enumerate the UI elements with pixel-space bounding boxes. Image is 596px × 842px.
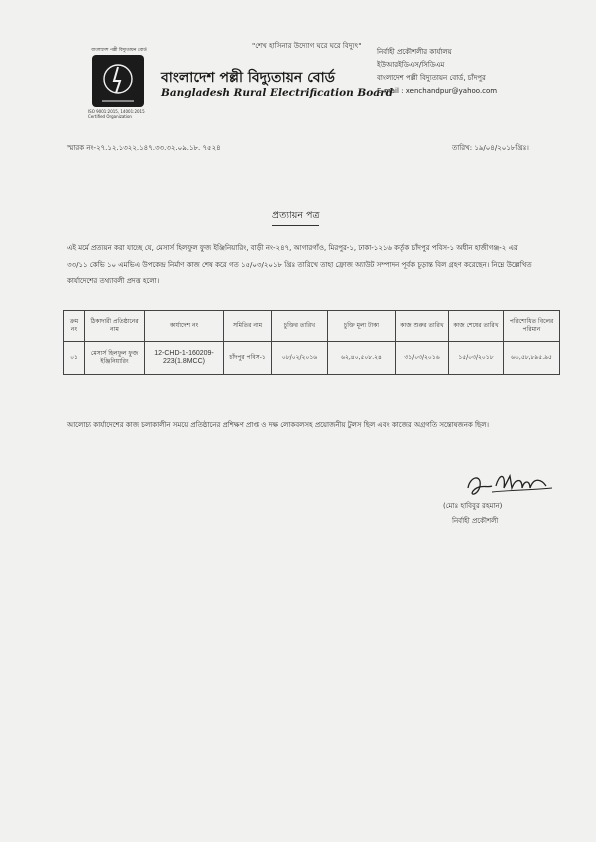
iso-certification	[88, 109, 154, 119]
col-header-end-date: কাজ শেষের তারিখ	[449, 311, 504, 342]
logo-caption: বাংলাদেশ পল্লী বিদ্যুতায়ন বোর্ড	[91, 48, 147, 53]
col-header-contract-value: চুক্তি মূল্য টাকা	[328, 311, 396, 342]
certification-paragraph: এই মর্মে প্রত্যয়ন করা যাচ্ছে যে, মেসার্স হিলফুল ফুজ ইঞ্জিনিয়ারিং, বাড়ী নং-২৪৭, আগারগাঁও, মিরপুর-১, ঢাকা-১২১৬ কর্তৃক চাঁদপুর পবিস-১ অধীন হাজীগঞ্জ-২ এর ৩৩/১১ কেভি ১০ এমভিএ উপকেন্দ্র নির্মাণ কাজ শেষ করে গত ১৫/০৩/২০১৮ খ্রিঃ তারিখে তাহা ফ্রোজ অ্যাউট সম্পাদন পূর্বক চূড়ান্ত বিল গ্রহণ করেছেন। নিম্নে উল্লেখিত কার্যাদেশের তথ্যাবলী প্রদত্ত হলো।	[67, 244, 532, 285]
col-header-paid-amount: পরিশোধিত বিলের পরিমান	[504, 311, 560, 342]
motto: "শেখ হাসিনার উদ্যোগ ঘরে ঘরে বিদ্যুৎ"	[252, 42, 362, 50]
cell-paid-amount: ৬০,৫৮,৮৯৫.৯৫	[504, 342, 560, 375]
breb-logo	[84, 47, 154, 125]
office-line-2: ইউআরইডিএস/সিডিএম	[377, 61, 445, 69]
col-header-society: সমিতির নাম	[224, 311, 272, 342]
col-header-contractor: ঠিকাদারী প্রতিষ্ঠানের নাম	[85, 311, 145, 342]
document-title: প্রত্যায়ন পত্র	[272, 209, 319, 226]
cell-start-date: ৩১/০৩/২০১৬	[396, 342, 449, 375]
memo-number: স্মারক নং-২৭.১২.১৩২২.১৪৭.৩৩.৩২.০৯.১৮. ৭৫২৪	[67, 144, 221, 152]
table-row	[64, 342, 560, 375]
iso-line-1: ISO 9001:2015, 14001:2015	[88, 109, 145, 114]
office-email: E-mail : xenchandpur@yahoo.com	[377, 87, 498, 95]
cell-contract-value: ৬২,৪০,৫০৮.২৪	[328, 342, 396, 375]
col-header-contract-date: চুক্তির তারিখ	[272, 311, 328, 342]
breb-logo-icon	[92, 55, 144, 107]
col-header-start-date: কাজ শুরুর তারিখ	[396, 311, 449, 342]
cell-society: চাঁদপুর পবিস-১	[224, 342, 272, 375]
performance-paragraph: আলোচ্য কার্যাদেশের কাজ চলাকালীন সময়ে প্রতিষ্ঠানের প্রশিক্ষণ প্রাপ্ত ও দক্ষ লোকবলসহ প্রয়োজনীয় টুলস ছিল এবং কাজের অগ্রগতি সন্তোষজনক ছিল।	[67, 421, 490, 429]
memo-date: তারিখ: ১৯/০৪/২০১৮খ্রিঃ।	[452, 144, 529, 152]
office-line-3: বাংলাদেশ পল্লী বিদ্যুতায়ন বোর্ড, চাঁদপুর	[377, 74, 486, 82]
signatory-name: (মোঃ হাবিবুর রহমান)	[443, 502, 503, 510]
org-name-english: Bangladesh Rural Electrification Board	[161, 87, 393, 99]
work-order-table	[63, 310, 560, 375]
iso-line-2: Certified Organization	[88, 114, 132, 119]
cell-end-date: ১৫/০৩/২০১৮	[449, 342, 504, 375]
org-name-bengali: বাংলাদেশ পল্লী বিদ্যুতায়ন বোর্ড	[161, 70, 335, 86]
signatory-designation: নির্বাহী প্রকৌশলী	[452, 517, 499, 525]
cell-serial: ০১	[64, 342, 85, 375]
cell-contract-date: ০৮/০২/২০১৬	[272, 342, 328, 375]
cell-work-order: 12-CHD-1-160209-223(1.8MCC)	[145, 342, 224, 375]
cell-contractor: মেসার্স হিলফুল ফুজ ইঞ্জিনিয়ারিং	[85, 342, 145, 375]
col-header-serial: ক্রম নং	[64, 311, 85, 342]
office-address	[377, 46, 497, 98]
table-header-row	[64, 311, 560, 342]
office-line-1: নির্বাহী প্রকৌশলীর কার্যালয়	[377, 48, 452, 56]
col-header-work-order: কার্যাদেশ নং	[145, 311, 224, 342]
